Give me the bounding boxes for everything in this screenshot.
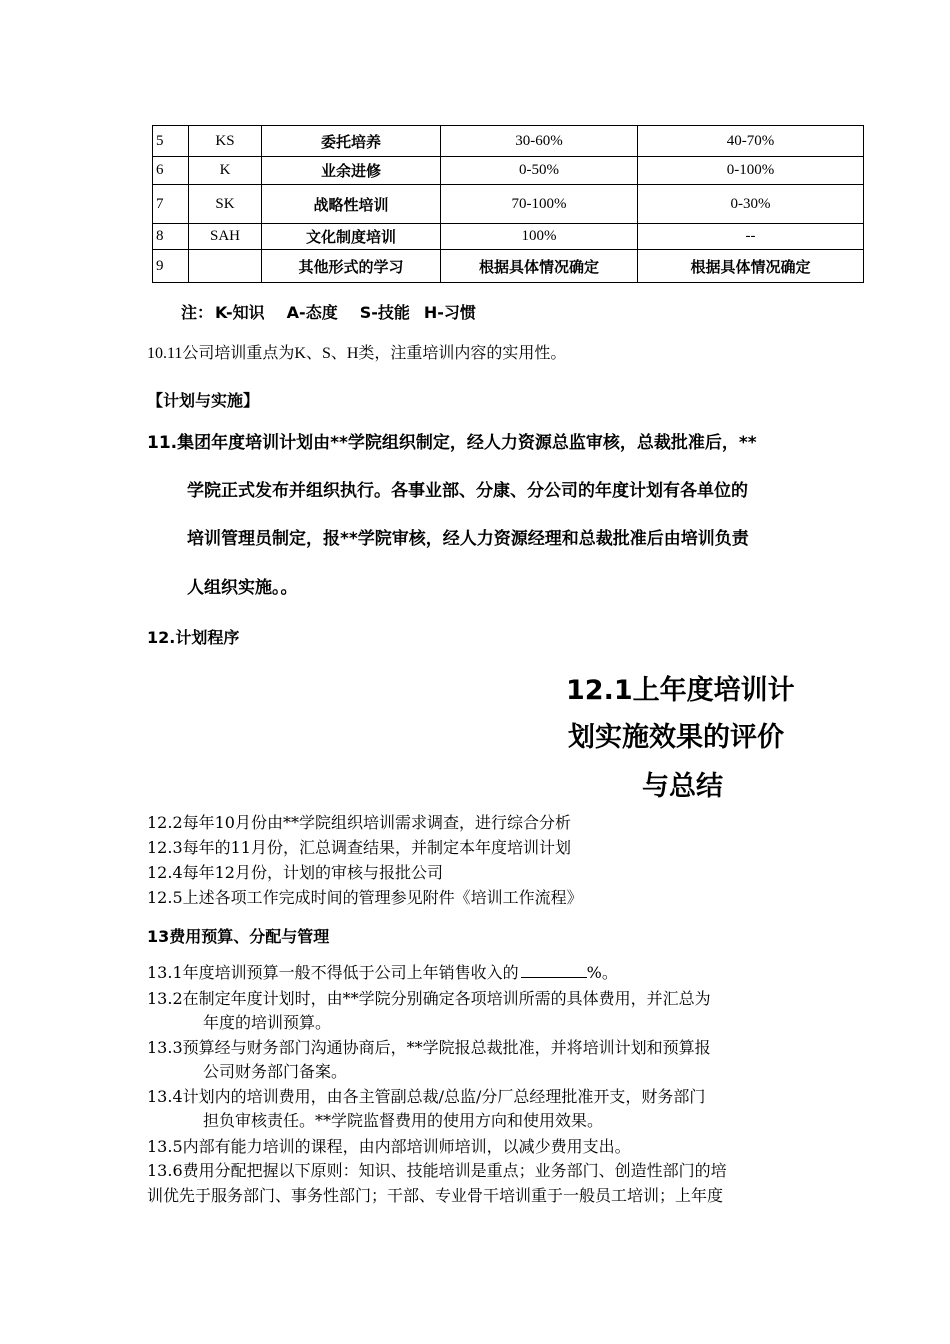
category-code: KS	[189, 126, 262, 157]
item-13-2: 13.2在制定年度计划时，由**学院分别确定各项培训所需的具体费用，并汇总为	[147, 989, 711, 1008]
training-type: 委托培养	[262, 126, 441, 157]
ratio-value-1: 70-100%	[441, 185, 638, 224]
paragraph-11-line: 培训管理员制定，报**学院审核，经人力资源经理和总裁批准后由培训负责	[187, 529, 749, 549]
item-12-3: 12.3每年的11月份，汇总调查结果，并制定本年度培训计划	[147, 838, 571, 857]
category-code	[189, 250, 262, 283]
ratio-value-1: 0-50%	[441, 157, 638, 185]
ratio-value-1: 根据具体情况确定	[441, 250, 638, 283]
table-note	[181, 300, 498, 323]
item-13-1-suffix: %。	[586, 963, 618, 982]
row-number: 6	[153, 157, 189, 185]
item-13-6: 13.6费用分配把握以下原则：知识、技能培训是重点；业务部门、创造性部门的培	[147, 1161, 727, 1180]
training-type: 业余进修	[262, 157, 441, 185]
paragraph-10-11: 10.11公司培训重点为K、S、H类，注重培训内容的实用性。	[147, 345, 567, 362]
paragraph-11-line: 人组织实施。。	[187, 578, 298, 598]
table-row	[153, 126, 864, 157]
paragraph-11-line: 11.集团年度培训计划由**学院组织制定，经人力资源总监审核，总裁批准后，**	[147, 433, 757, 453]
item-13-3-cont: 公司财务部门备案。	[203, 1062, 348, 1081]
category-code: K	[189, 157, 262, 185]
item-13-4-cont: 担负审核责任。**学院监督费用的使用方向和使用效果。	[203, 1111, 604, 1130]
blank-underline	[521, 963, 587, 978]
item-13-2-cont: 年度的培训预算。	[203, 1013, 332, 1032]
ratio-value-2: 0-100%	[638, 157, 864, 185]
note-item: H-习惯	[423, 303, 476, 322]
item-13-6-cont: 训优先于服务部门、事务性部门；干部、专业骨干培训重于一般员工培训；上年度	[147, 1186, 724, 1205]
training-type: 文化制度培训	[262, 224, 441, 250]
paragraph-12-heading: 12.计划程序	[147, 628, 240, 647]
item-13-4: 13.4计划内的培训费用，由各主管副总裁/总监/分厂总经理批准开支，财务部门	[147, 1087, 706, 1106]
heading-12-1-line: 12.1上年度培训计	[566, 675, 795, 706]
paragraph-11-line: 学院正式发布并组织执行。各事业部、分康、分公司的年度计划有各单位的	[187, 481, 748, 501]
item-13-1	[147, 960, 618, 983]
training-ratio-table	[152, 125, 864, 283]
note-item: S-技能	[359, 303, 410, 322]
section-heading-plan: 【计划与实施】	[147, 391, 260, 410]
table-row	[153, 157, 864, 185]
item-13-1-text: 13.1年度培训预算一般不得低于公司上年销售收入的	[147, 963, 519, 982]
row-number: 9	[153, 250, 189, 283]
section-heading-13: 13费用预算、分配与管理	[147, 927, 330, 946]
category-code: SAH	[189, 224, 262, 250]
note-item: K-知识	[215, 303, 265, 322]
ratio-value-2: --	[638, 224, 864, 250]
ratio-value-2: 根据具体情况确定	[638, 250, 864, 283]
item-13-5: 13.5内部有能力培训的课程，由内部培训师培训，以减少费用支出。	[147, 1137, 631, 1156]
heading-12-1-line: 与总结	[642, 771, 723, 802]
table-row	[153, 185, 864, 224]
table-row	[153, 250, 864, 283]
item-12-2: 12.2每年10月份由**学院组织培训需求调查，进行综合分析	[147, 813, 571, 832]
item-12-5: 12.5上述各项工作完成时间的管理参见附件《培训工作流程》	[147, 888, 583, 907]
row-number: 8	[153, 224, 189, 250]
training-type: 其他形式的学习	[262, 250, 441, 283]
heading-12-1-line: 划实施效果的评价	[568, 722, 784, 753]
row-number: 5	[153, 126, 189, 157]
ratio-value-2: 40-70%	[638, 126, 864, 157]
ratio-value-2: 0-30%	[638, 185, 864, 224]
row-number: 7	[153, 185, 189, 224]
ratio-value-1: 100%	[441, 224, 638, 250]
training-type: 战略性培训	[262, 185, 441, 224]
item-12-4: 12.4每年12月份，计划的审核与报批公司	[147, 863, 443, 882]
item-13-3: 13.3预算经与财务部门沟通协商后，**学院报总裁批准，并将培训计划和预算报	[147, 1038, 711, 1057]
note-prefix: 注：	[181, 303, 214, 322]
category-code: SK	[189, 185, 262, 224]
note-item: A-态度	[286, 303, 338, 322]
ratio-value-1: 30-60%	[441, 126, 638, 157]
table-row	[153, 224, 864, 250]
